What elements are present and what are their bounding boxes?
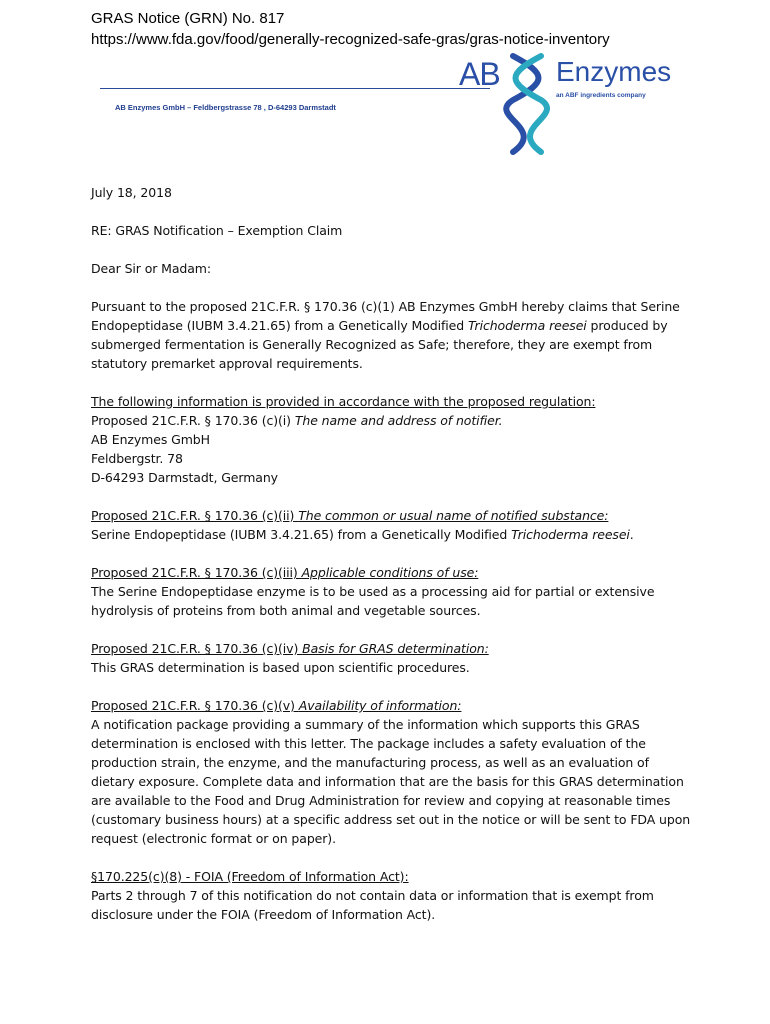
notifier-city: D-64293 Darmstadt, Germany bbox=[91, 470, 278, 485]
s6-text: Parts 2 through 7 of this notification do not contain data or information that is exempt from disclosure under the FOIA (Freedom of Information Act). bbox=[91, 888, 654, 922]
section-common-name bbox=[91, 506, 691, 544]
s4-heading bbox=[91, 641, 489, 656]
intro-text-2: produced by submerged fermentation is Generally Recognized as Safe; therefore, they are exempt from statutory premarket approval requirements. bbox=[91, 318, 668, 371]
s5-prefix: Proposed 21C.F.R. § 170.36 (c)(v) bbox=[91, 698, 299, 713]
fda-inventory-url: https://www.fda.gov/food/generally-recognized-safe-gras/gras-notice-inventory bbox=[91, 31, 610, 48]
section-availability bbox=[91, 696, 691, 848]
logo-enzymes-text: Enzymes bbox=[556, 56, 672, 87]
s1-prefix: Proposed 21C.F.R. § 170.36 (c)(i) bbox=[91, 413, 295, 428]
s5-text: A notification package providing a summary of the information which supports this GRAS determination is enclosed with this letter. The package includes a safety evaluation of the production strain, the enzyme, and the manufacturing process, as well as an evaluation of dietary exposure. Complete data and information that are the basis for this GRAS determination are available to the Food and Drug Administration for review and copying at reasonable times (customary business hours) at a specific address set out in the notice or will be sent to FDA upon request (electronic format or on paper). bbox=[91, 717, 691, 846]
section-conditions bbox=[91, 563, 691, 620]
s2-end: . bbox=[629, 527, 634, 542]
letter-body bbox=[91, 183, 691, 943]
intro-text-1: Pursuant to the proposed 21C.F.R. § 170.36 (c)(1) AB Enzymes GmbH hereby claims that Serine Endopeptidase (IUBM 3.4.21.65) from a Genetically Modified bbox=[91, 299, 680, 333]
intro-organism: Trichoderma reesei bbox=[467, 318, 587, 333]
letter-salutation: Dear Sir or Madam: bbox=[91, 261, 211, 276]
s4-text: This GRAS determination is based upon scientific procedures. bbox=[91, 660, 470, 675]
s2-title: The common or usual name of notified substance: bbox=[298, 508, 609, 523]
logo-ab-text: AB bbox=[459, 56, 500, 92]
intro-paragraph bbox=[91, 297, 691, 373]
section-notifier bbox=[91, 392, 691, 487]
letterhead-rule bbox=[100, 88, 490, 89]
dna-helix-icon bbox=[503, 52, 551, 156]
logo-tagline: an ABF ingredients company bbox=[556, 92, 646, 99]
notifier-street: Feldbergstr. 78 bbox=[91, 451, 183, 466]
grn-number: GRAS Notice (GRN) No. 817 bbox=[91, 10, 285, 27]
s3-heading bbox=[91, 565, 478, 580]
s4-prefix: Proposed 21C.F.R. § 170.36 (c)(iv) bbox=[91, 641, 303, 656]
s5-heading bbox=[91, 698, 461, 713]
s2-text: Serine Endopeptidase (IUBM 3.4.21.65) from a Genetically Modified bbox=[91, 527, 512, 542]
letter-subject: RE: GRAS Notification – Exemption Claim bbox=[91, 223, 343, 238]
s2-heading bbox=[91, 508, 608, 523]
following-heading: The following information is provided in accordance with the proposed regulation: bbox=[91, 394, 596, 409]
grn-notice-header bbox=[91, 8, 610, 50]
letterhead-address: AB Enzymes GmbH – Feldbergstrasse 78 , D-64293 Darmstadt bbox=[115, 103, 336, 112]
s2-prefix: Proposed 21C.F.R. § 170.36 (c)(ii) bbox=[91, 508, 299, 523]
s5-title: Availability of information: bbox=[298, 698, 462, 713]
ab-enzymes-logo bbox=[455, 52, 670, 157]
s3-title: Applicable conditions of use: bbox=[301, 565, 479, 580]
notifier-name: AB Enzymes GmbH bbox=[91, 432, 210, 447]
letter-date: July 18, 2018 bbox=[91, 185, 172, 200]
s3-prefix: Proposed 21C.F.R. § 170.36 (c)(iii) bbox=[91, 565, 302, 580]
s3-text: The Serine Endopeptidase enzyme is to be used as a processing aid for partial or extensive hydrolysis of proteins from both animal and vegetable sources. bbox=[91, 584, 655, 618]
s2-organism: Trichoderma reesei bbox=[511, 527, 630, 542]
section-foia bbox=[91, 867, 691, 924]
section-basis bbox=[91, 639, 691, 677]
s6-heading: §170.225(c)(8) - FOIA (Freedom of Information Act): bbox=[91, 869, 409, 884]
s4-title: Basis for GRAS determination: bbox=[302, 641, 489, 656]
s1-title: The name and address of notifier. bbox=[294, 413, 503, 428]
